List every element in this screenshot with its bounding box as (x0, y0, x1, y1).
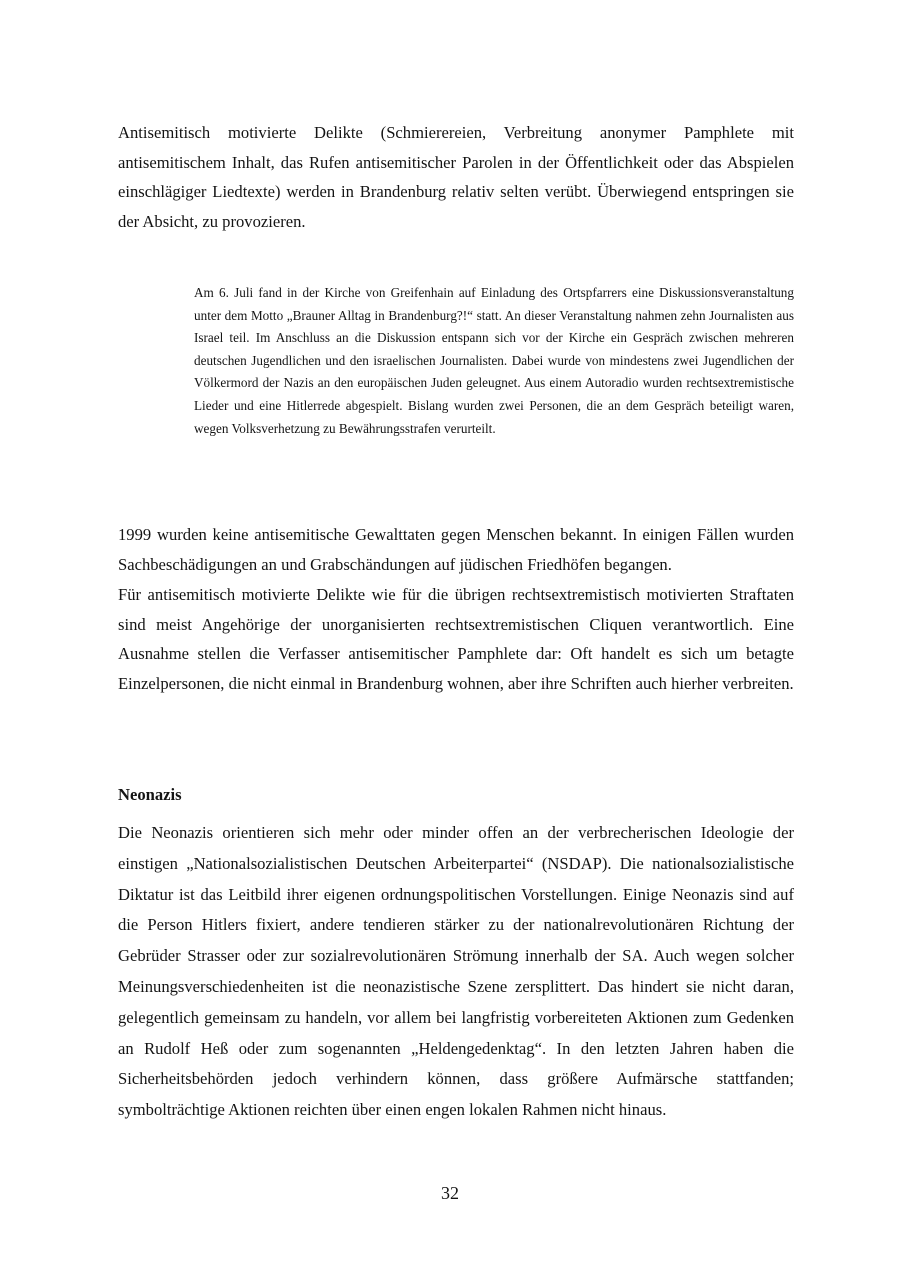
section-heading-neonazis: Neonazis (118, 785, 182, 804)
body-paragraph-neonazis: Die Neonazis orientieren sich mehr oder minder offen an der verbrecherischen Ideologie der einstigen „Nationalsozialistischen Deutschen Arbeiterpartei“ (NSDAP). Die nationalsozialistische Diktatur ist das Leitbild ihrer eigenen ordnungspolitischen Vorstellungen. Einige Neonazis sind auf die Person Hitlers fixiert, andere tendieren stärker zu der nationalrevolutionären Richtung der Gebrüder Strasser oder zur sozialrevolutionären Strömung innerhalb der SA. Auch wegen solcher Meinungsverschiedenheiten ist die neonazistische Szene zersplittert. Das hindert sie nicht daran, gelegentlich gemeinsam zu handeln, vor allem bei langfristig vorbereiteten Aktionen zum Gedenken an Rudolf Heß oder zum sogenannten „Heldengedenktag“. In den letzten Jahren haben die Sicherheitsbehörden jedoch verhindern können, dass größere Aufmärsche stattfanden; symbolträchtige Aktionen reichten über einen engen lokalen Rahmen nicht hinaus. (118, 823, 794, 1120)
page-number: 32 (441, 1183, 459, 1203)
body-paragraph-antisemitic-offenses: Antisemitisch motivierte Delikte (Schmierereien, Verbreitung anonymer Pamphlete mit antisemitischem Inhalt, das Rufen antisemitischer Parolen in der Öffentlichkeit oder das Abspielen einschlägiger Liedtexte) werden in Brandenburg relativ selten verübt. Überwiegend entspringen sie der Absicht, zu provozieren. (118, 123, 794, 232)
body-paragraph-violence-1999: 1999 wurden keine antisemitische Gewalttaten gegen Menschen bekannt. In einigen Fällen wurden Sachbeschädigungen an und Grabschändungen auf jüdischen Friedhöfen begangen. (118, 525, 794, 574)
indented-case-report: Am 6. Juli fand in der Kirche von Greifenhain auf Einladung des Ortspfarrers eine Diskussionsveranstaltung unter dem Motto „Brauner Alltag in Brandenburg?!“ statt. An dieser Veranstaltung nahmen zehn Journalisten aus Israel teil. Im Anschluss an die Diskussion entspann sich vor der Kirche ein Gespräch zwischen mehreren deutschen Jugendlichen und den israelischen Journalisten. Dabei wurde von mindestens zwei Jugendlichen der Völkermord der Nazis an den europäischen Juden geleugnet. Aus einem Autoradio wurden rechtsextremistische Lieder und eine Hitlerrede abgespielt. Bislang wurden zwei Personen, die an dem Gespräch beteiligt waren, wegen Volksverhetzung zu Bewährungsstrafen verurteilt. (194, 285, 794, 436)
body-paragraph-perpetrators: Für antisemitisch motivierte Delikte wie für die übrigen rechtsextremistisch motivierten Straftaten sind meist Angehörige der unorganisierten rechtsextremistischen Cliquen verantwortlich. Eine Ausnahme stellen die Verfasser antisemitischer Pamphlete dar: Oft handelt es sich um betagte Einzelpersonen, die nicht einmal in Brandenburg wohnen, aber ihre Schriften auch hierher verbreiten. (118, 585, 794, 694)
